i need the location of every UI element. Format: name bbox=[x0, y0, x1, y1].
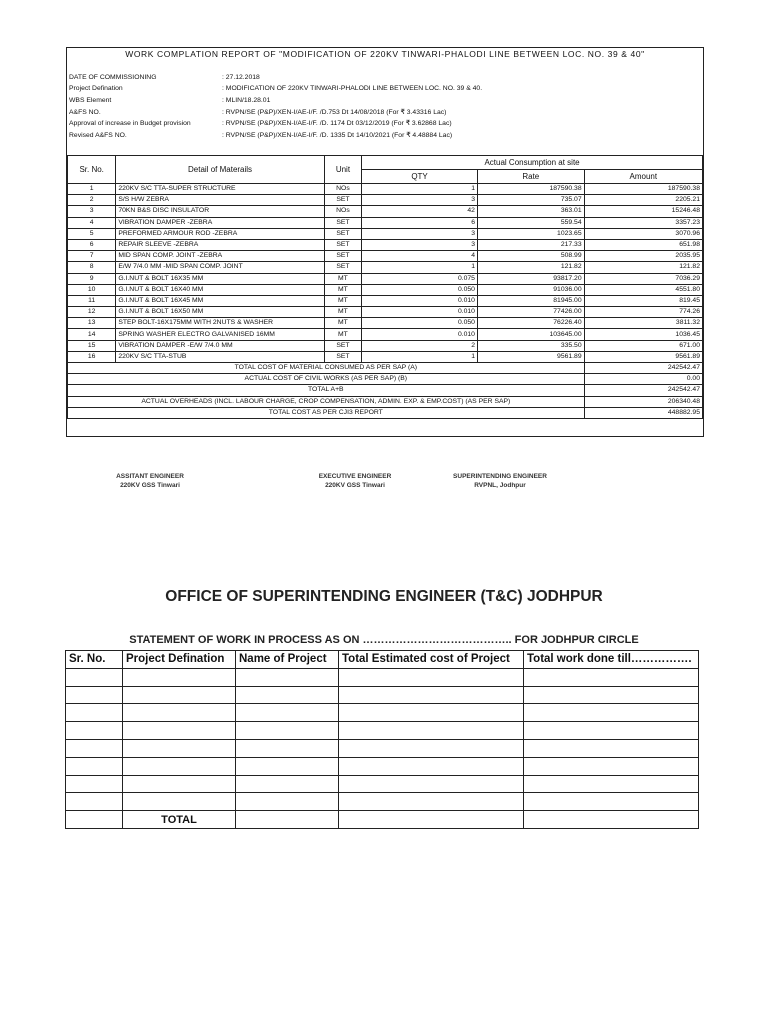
table-row bbox=[68, 184, 703, 195]
cell-sr: 1 bbox=[68, 184, 116, 195]
wip-cell bbox=[236, 668, 339, 686]
report-title: WORK COMPLATION REPORT OF "MODIFICATION OF 220KV TINWARI-PHALODI LINE BETWEEN LOC. NO. 39 & 40" bbox=[125, 49, 645, 59]
wip-cell bbox=[236, 686, 339, 704]
work-completion-report bbox=[66, 47, 704, 437]
table-row bbox=[68, 206, 703, 217]
table-row bbox=[68, 284, 703, 295]
wip-header-work-done: Total work done till……………. bbox=[524, 651, 699, 669]
meta-value: : MODIFICATION OF 220KV TINWARI-PHALODI LINE BETWEEN LOC. NO. 39 & 40. bbox=[222, 85, 483, 92]
cell-qty: 4 bbox=[362, 251, 478, 262]
cell-detail: VIBRATION DAMPER -ZEBRA bbox=[116, 217, 324, 228]
cell-unit: SET bbox=[324, 217, 361, 228]
wip-cell bbox=[66, 722, 123, 740]
wip-cell bbox=[236, 775, 339, 793]
cell-unit: SET bbox=[324, 340, 361, 351]
wip-cell bbox=[66, 668, 123, 686]
table-row bbox=[68, 318, 703, 329]
wip-cell bbox=[524, 811, 699, 829]
wip-cell bbox=[339, 704, 524, 722]
work-in-process-table bbox=[65, 650, 699, 829]
header-unit: Unit bbox=[324, 156, 361, 184]
cell-unit: SET bbox=[324, 351, 361, 362]
meta-value: : RVPN/SE (P&P)/XEN-I/AE-I/F. /D. 1335 Dt 14/10/2021 (For ₹ 4.48884 Lac) bbox=[222, 132, 453, 139]
wip-cell bbox=[123, 793, 236, 811]
total-label: ACTUAL OVERHEADS (INCL. LABOUR CHARGE, CROP COMPENSATION, ADMIN. EXP. & EMP.COST) (AS PER SAP) bbox=[68, 396, 585, 407]
total-label: TOTAL A+B bbox=[68, 385, 585, 396]
wip-cell bbox=[339, 811, 524, 829]
cell-rate: 508.99 bbox=[477, 251, 584, 262]
total-value: 242542.47 bbox=[584, 385, 702, 396]
cell-sr: 7 bbox=[68, 251, 116, 262]
cell-sr: 11 bbox=[68, 295, 116, 306]
cell-sr: 10 bbox=[68, 284, 116, 295]
wip-cell bbox=[66, 775, 123, 793]
meta-value: : RVPN/SE (P&P)/XEN-I/AE-I/F. /D.753 Dt 14/08/2018 (For ₹ 3.43316 Lac) bbox=[222, 109, 447, 116]
materials-table bbox=[67, 155, 703, 419]
wip-cell bbox=[236, 739, 339, 757]
wip-total-label: TOTAL bbox=[123, 811, 236, 829]
meta-key: Revised A&FS NO. bbox=[69, 132, 127, 139]
total-row bbox=[68, 363, 703, 374]
cell-qty: 0.050 bbox=[362, 284, 478, 295]
cell-amount: 15246.48 bbox=[584, 206, 702, 217]
total-label: TOTAL COST AS PER CJI3 REPORT bbox=[68, 407, 585, 418]
cell-qty: 0.010 bbox=[362, 329, 478, 340]
wip-row bbox=[66, 757, 699, 775]
wip-row bbox=[66, 686, 699, 704]
wip-row bbox=[66, 811, 699, 829]
meta-key: DATE OF COMMISSIONING bbox=[69, 74, 157, 81]
cell-detail: G.I.NUT & BOLT 16X45 MM bbox=[116, 295, 324, 306]
table-row bbox=[68, 228, 703, 239]
table-row bbox=[68, 217, 703, 228]
cell-unit: MT bbox=[324, 284, 361, 295]
cell-sr: 8 bbox=[68, 262, 116, 273]
cell-amount: 3357.23 bbox=[584, 217, 702, 228]
total-value: 206340.48 bbox=[584, 396, 702, 407]
header-actual: Actual Consumption at site bbox=[362, 156, 703, 170]
cell-qty: 1 bbox=[362, 184, 478, 195]
wip-cell bbox=[236, 811, 339, 829]
cell-detail: REPAIR SLEEVE -ZEBRA bbox=[116, 239, 324, 250]
table-row bbox=[68, 262, 703, 273]
meta-key: Approval of increase in Budget provision bbox=[69, 120, 191, 127]
wip-cell bbox=[123, 739, 236, 757]
wip-cell bbox=[524, 722, 699, 740]
cell-sr: 16 bbox=[68, 351, 116, 362]
cell-qty: 1 bbox=[362, 262, 478, 273]
signature-role: EXECUTIVE ENGINEER bbox=[318, 473, 392, 480]
total-label: TOTAL COST OF MATERIAL CONSUMED AS PER SAP (A) bbox=[68, 363, 585, 374]
cell-detail: STEP BOLT-16X175MM WITH 2NUTS & WASHER bbox=[116, 318, 324, 329]
table-row bbox=[68, 195, 703, 206]
office-title: OFFICE OF SUPERINTENDING ENGINEER (T&C) JODHPUR bbox=[165, 588, 603, 605]
cell-qty: 6 bbox=[362, 217, 478, 228]
table-row bbox=[68, 239, 703, 250]
wip-row bbox=[66, 704, 699, 722]
cell-sr: 15 bbox=[68, 340, 116, 351]
cell-amount: 819.45 bbox=[584, 295, 702, 306]
cell-amount: 3070.96 bbox=[584, 228, 702, 239]
wip-cell bbox=[123, 668, 236, 686]
wip-cell bbox=[123, 686, 236, 704]
cell-detail: MID SPAN COMP. JOINT -ZEBRA bbox=[116, 251, 324, 262]
cell-amount: 2205.21 bbox=[584, 195, 702, 206]
wip-header-row bbox=[66, 651, 699, 669]
wip-cell bbox=[339, 668, 524, 686]
cell-sr: 3 bbox=[68, 206, 116, 217]
meta-key: WBS Element bbox=[69, 97, 112, 104]
cell-detail: PREFORMED ARMOUR ROD -ZEBRA bbox=[116, 228, 324, 239]
header-detail: Detail of Materails bbox=[116, 156, 324, 184]
cell-rate: 76226.40 bbox=[477, 318, 584, 329]
cell-sr: 12 bbox=[68, 307, 116, 318]
meta-value: : 27.12.2018 bbox=[222, 74, 260, 81]
cell-qty: 0.075 bbox=[362, 273, 478, 284]
cell-rate: 1023.65 bbox=[477, 228, 584, 239]
wip-cell bbox=[339, 722, 524, 740]
cell-rate: 363.01 bbox=[477, 206, 584, 217]
total-value: 242542.47 bbox=[584, 363, 702, 374]
wip-row bbox=[66, 739, 699, 757]
cell-unit: SET bbox=[324, 239, 361, 250]
cell-sr: 4 bbox=[68, 217, 116, 228]
cell-amount: 121.82 bbox=[584, 262, 702, 273]
cell-detail: G.I.NUT & BOLT 16X50 MM bbox=[116, 307, 324, 318]
cell-rate: 103645.00 bbox=[477, 329, 584, 340]
cell-unit: MT bbox=[324, 329, 361, 340]
materials-body bbox=[68, 184, 703, 419]
cell-qty: 0.010 bbox=[362, 295, 478, 306]
signature-role: SUPERINTENDING ENGINEER bbox=[453, 473, 547, 480]
cell-rate: 217.33 bbox=[477, 239, 584, 250]
wip-cell bbox=[123, 775, 236, 793]
cell-qty: 3 bbox=[362, 228, 478, 239]
wip-body bbox=[66, 668, 699, 828]
header-amount: Amount bbox=[584, 170, 702, 184]
wip-cell bbox=[524, 757, 699, 775]
cell-unit: MT bbox=[324, 295, 361, 306]
header-qty: QTY bbox=[362, 170, 478, 184]
cell-qty: 3 bbox=[362, 239, 478, 250]
signature-superintending-engineer bbox=[440, 472, 560, 490]
total-value: 0.00 bbox=[584, 374, 702, 385]
cell-amount: 187590.38 bbox=[584, 184, 702, 195]
wip-cell bbox=[524, 668, 699, 686]
cell-qty: 0.010 bbox=[362, 307, 478, 318]
wip-row bbox=[66, 668, 699, 686]
cell-unit: MT bbox=[324, 273, 361, 284]
cell-rate: 559.54 bbox=[477, 217, 584, 228]
office-subtitle: STATEMENT OF WORK IN PROCESS AS ON ………………………………….. FOR JODHPUR CIRCLE bbox=[129, 634, 639, 646]
cell-unit: NOs bbox=[324, 206, 361, 217]
cell-amount: 774.26 bbox=[584, 307, 702, 318]
total-row bbox=[68, 407, 703, 418]
signature-role: ASSITANT ENGINEER bbox=[116, 473, 184, 480]
wip-cell bbox=[524, 739, 699, 757]
wip-cell bbox=[339, 686, 524, 704]
meta-value: : MLIN/18.28.01 bbox=[222, 97, 271, 104]
signature-assistant-engineer bbox=[100, 472, 200, 490]
cell-rate: 735.07 bbox=[477, 195, 584, 206]
cell-detail: 220KV S/C TTA-STUB bbox=[116, 351, 324, 362]
cell-sr: 5 bbox=[68, 228, 116, 239]
table-row bbox=[68, 273, 703, 284]
cell-qty: 42 bbox=[362, 206, 478, 217]
wip-cell bbox=[524, 793, 699, 811]
wip-cell bbox=[66, 686, 123, 704]
cell-unit: MT bbox=[324, 318, 361, 329]
wip-row bbox=[66, 722, 699, 740]
cell-unit: NOs bbox=[324, 184, 361, 195]
table-row bbox=[68, 340, 703, 351]
cell-sr: 9 bbox=[68, 273, 116, 284]
cell-unit: SET bbox=[324, 251, 361, 262]
cell-qty: 1 bbox=[362, 351, 478, 362]
cell-detail: 70KN B&S DISC INSULATOR bbox=[116, 206, 324, 217]
wip-cell bbox=[236, 722, 339, 740]
wip-row bbox=[66, 793, 699, 811]
wip-header-project-defination: Project Defination bbox=[123, 651, 236, 669]
cell-rate: 91036.00 bbox=[477, 284, 584, 295]
wip-cell bbox=[66, 739, 123, 757]
wip-cell bbox=[236, 704, 339, 722]
cell-rate: 9561.89 bbox=[477, 351, 584, 362]
wip-cell bbox=[123, 722, 236, 740]
cell-rate: 81945.00 bbox=[477, 295, 584, 306]
cell-detail: G.I.NUT & BOLT 16X40 MM bbox=[116, 284, 324, 295]
wip-header-project-name: Name of Project bbox=[236, 651, 339, 669]
cell-unit: SET bbox=[324, 228, 361, 239]
wip-header-sr: Sr. No. bbox=[66, 651, 123, 669]
table-row bbox=[68, 295, 703, 306]
wip-cell bbox=[339, 775, 524, 793]
cell-amount: 671.00 bbox=[584, 340, 702, 351]
cell-detail: 220KV S/C TTA-SUPER STRUCTURE bbox=[116, 184, 324, 195]
cell-unit: SET bbox=[324, 262, 361, 273]
meta-key: A&FS NO. bbox=[69, 109, 101, 116]
wip-header-estimated-cost: Total Estimated cost of Project bbox=[339, 651, 524, 669]
table-row bbox=[68, 307, 703, 318]
cell-qty: 3 bbox=[362, 195, 478, 206]
total-value: 448882.95 bbox=[584, 407, 702, 418]
cell-sr: 13 bbox=[68, 318, 116, 329]
total-row bbox=[68, 396, 703, 407]
wip-row bbox=[66, 775, 699, 793]
signature-place: 220KV GSS Tinwari bbox=[120, 482, 180, 489]
cell-sr: 14 bbox=[68, 329, 116, 340]
cell-rate: 187590.38 bbox=[477, 184, 584, 195]
cell-amount: 3811.32 bbox=[584, 318, 702, 329]
wip-cell bbox=[236, 757, 339, 775]
cell-unit: SET bbox=[324, 195, 361, 206]
cell-detail: G.I.NUT & BOLT 16X35 MM bbox=[116, 273, 324, 284]
cell-amount: 1036.45 bbox=[584, 329, 702, 340]
signature-place: 220KV GSS Tinwari bbox=[325, 482, 385, 489]
cell-amount: 651.98 bbox=[584, 239, 702, 250]
wip-cell bbox=[66, 811, 123, 829]
wip-cell bbox=[524, 704, 699, 722]
wip-cell bbox=[339, 739, 524, 757]
table-header-row bbox=[68, 156, 703, 170]
header-sr: Sr. No. bbox=[68, 156, 116, 184]
table-row bbox=[68, 329, 703, 340]
total-label: ACTUAL COST OF CIVIL WORKS (AS PER SAP) (B) bbox=[68, 374, 585, 385]
cell-amount: 7036.29 bbox=[584, 273, 702, 284]
table-row bbox=[68, 251, 703, 262]
wip-cell bbox=[123, 757, 236, 775]
wip-cell bbox=[66, 793, 123, 811]
cell-sr: 2 bbox=[68, 195, 116, 206]
wip-cell bbox=[339, 793, 524, 811]
total-row bbox=[68, 374, 703, 385]
cell-amount: 2035.95 bbox=[584, 251, 702, 262]
cell-detail: VIBRATION DAMPER -E/W 7/4.0 MM bbox=[116, 340, 324, 351]
cell-detail: SPRING WASHER ELECTRO GALVANISED 16MM bbox=[116, 329, 324, 340]
wip-cell bbox=[66, 704, 123, 722]
wip-cell bbox=[524, 775, 699, 793]
wip-cell bbox=[524, 686, 699, 704]
signature-place: RVPNL, Jodhpur bbox=[474, 482, 526, 489]
cell-unit: MT bbox=[324, 307, 361, 318]
cell-qty: 2 bbox=[362, 340, 478, 351]
header-rate: Rate bbox=[477, 170, 584, 184]
table-row bbox=[68, 351, 703, 362]
total-row bbox=[68, 385, 703, 396]
signature-executive-engineer bbox=[300, 472, 410, 490]
meta-key: Project Defination bbox=[69, 85, 123, 92]
cell-detail: S/S H/W ZEBRA bbox=[116, 195, 324, 206]
wip-cell bbox=[123, 704, 236, 722]
cell-amount: 9561.89 bbox=[584, 351, 702, 362]
cell-qty: 0.050 bbox=[362, 318, 478, 329]
cell-rate: 77426.00 bbox=[477, 307, 584, 318]
wip-cell bbox=[236, 793, 339, 811]
wip-cell bbox=[339, 757, 524, 775]
cell-rate: 121.82 bbox=[477, 262, 584, 273]
cell-sr: 6 bbox=[68, 239, 116, 250]
cell-amount: 4551.80 bbox=[584, 284, 702, 295]
cell-detail: E/W 7/4.0 MM -MID SPAN COMP. JOINT bbox=[116, 262, 324, 273]
cell-rate: 93817.20 bbox=[477, 273, 584, 284]
wip-cell bbox=[66, 757, 123, 775]
cell-rate: 335.50 bbox=[477, 340, 584, 351]
meta-value: : RVPN/SE (P&P)/XEN-I/AE-I/F. /D. 1174 Dt 03/12/2019 (For ₹ 3.62868 Lac) bbox=[222, 120, 452, 127]
